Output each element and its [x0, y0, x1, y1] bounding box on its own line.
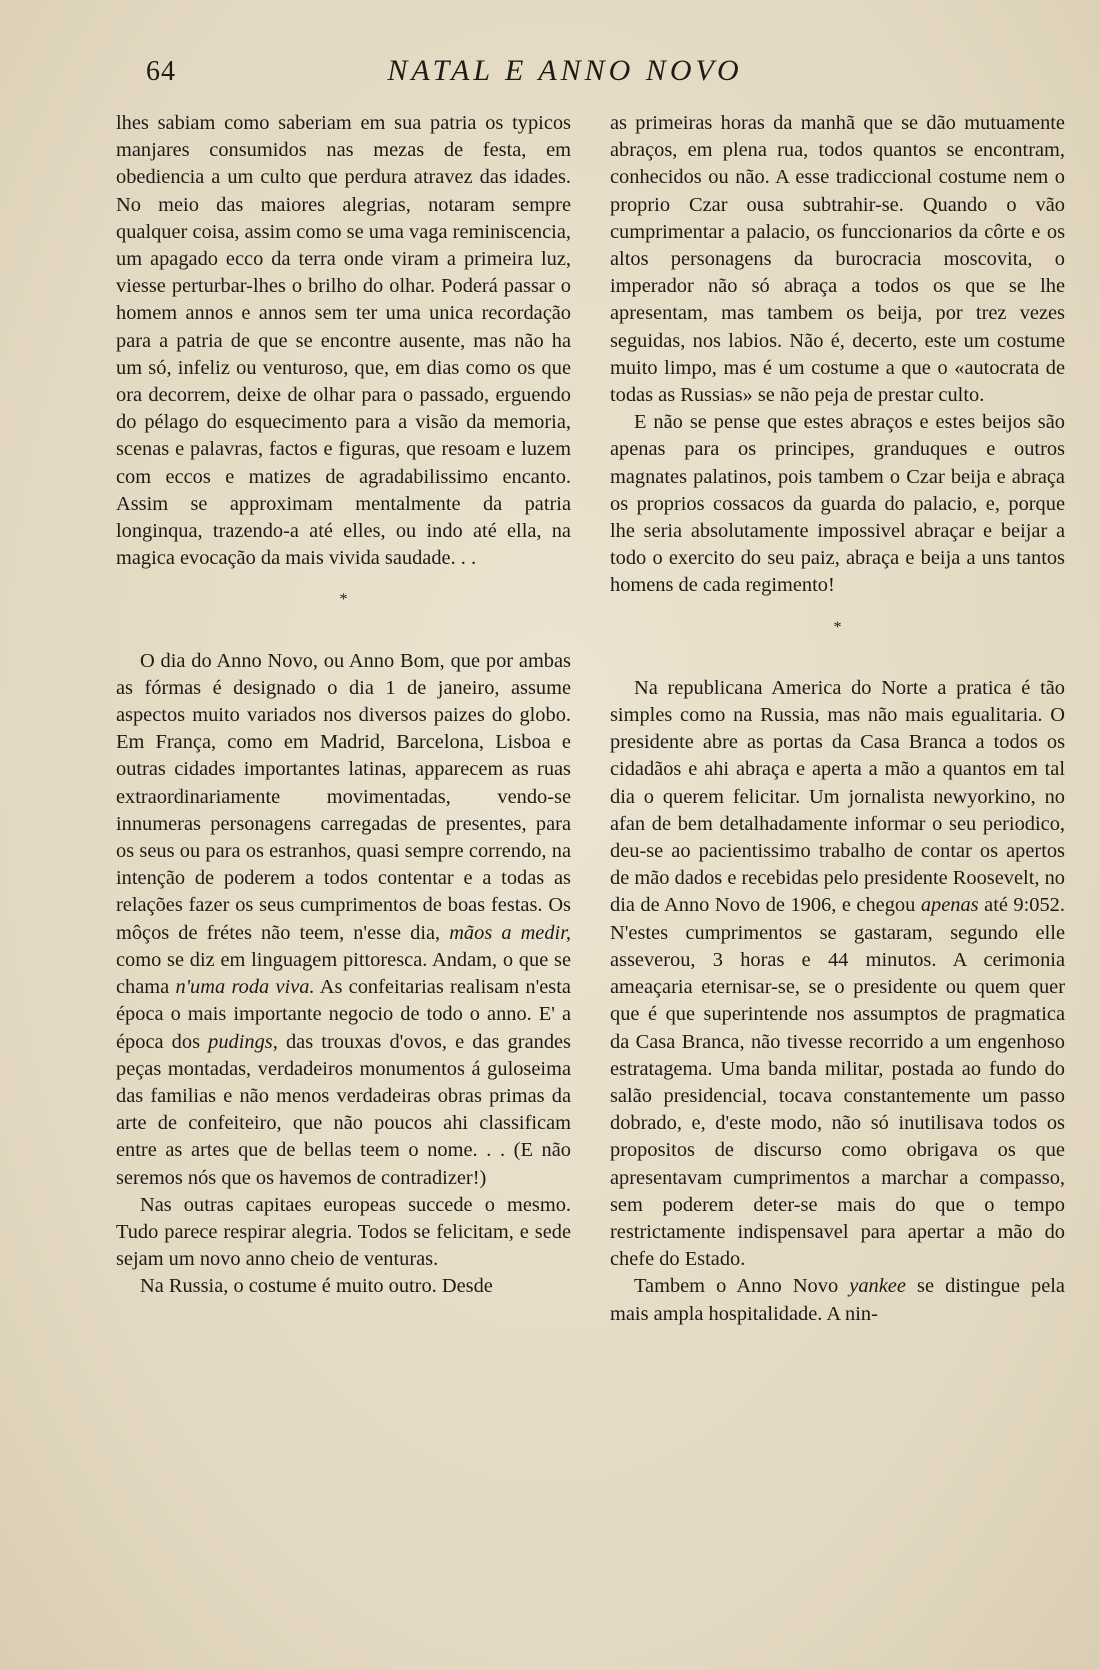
- text-run: até 9:052. N'estes cumprimentos se gastaram, segundo elle asseverou, 3 horas e 44 minutos. A cerimonia ameaçaria eternisar-se, se o presidente ou quem quer que é que superintende nos assumptos de pragmatica da Casa Branca, não tivesse recorrido a um engenhoso estratagema. Uma banda militar, postada ao fundo do salão presidencial, tocava constantemente um passo dobrado, e, d'este modo, não só inutilisava todos os propositos de discurso como obrigava os que apresentavam cumprimentos a marchar a compasso, sem poderem deter-se mais do que o tempo restrictamente indispensavel para apertar a mão do chefe do Estado.: [610, 894, 1065, 1271]
- paragraph: [116, 648, 571, 1192]
- section-divider: *: [339, 591, 348, 609]
- text-run: das trouxas d'ovos, e das grandes peças montadas, verdadeiros monumentos á guloseima das familias e não menos verdadeiras obras primas da arte de confeiteiro, que não poucos ahi classificam entre as artes que de bellas teem o nome. . . (E não seremos nós que os havemos de contradizer!): [116, 1030, 571, 1189]
- paragraph: as primeiras horas da manhã que se dão mutuamente abraços, em plena rua, todos quantos se encontram, conhecidos ou não. A esse tradiccional costume nem o proprio Czar ousa subtrahir-se. Quando o vão cumprimentar a palacio, os funccionarios da côrte e os altos personagens da burocracia moscovita, o imperador não só abraça a todos os que se lhe apresentam, mas tambem os beija, por trez vezes seguidas, nos labios. Não é, decerto, este um costume muito limpo, mas é um costume a que o «autocrata de todas as Russias» se não peja de prestar culto.: [610, 112, 1065, 407]
- text-run: O dia do Anno Novo, ou Anno Bom, que por ambas as fórmas é designado o dia 1 de janeiro, assume aspectos muito variados nos diversos paizes do globo. Em França, como em Madrid, Barcelona, Lisboa e outras cidades importantes latinas, apparecem as ruas extraordinariamente movimentadas, vendo-se innumeras personagens carregadas de presentes, para os seus ou para os estranhos, quasi sempre correndo, na intenção de poderem a todos contentar e a todas as relações fazer os seus cumprimentos de boas festas. Os môços de frétes não teem, n'esse dia,: [116, 649, 571, 944]
- running-head: NATAL E ANNO NOVO: [387, 54, 743, 87]
- paragraph: Na Russia, o costume é muito outro. Desde: [140, 1275, 493, 1298]
- paragraph: lhes sabiam como saberiam em sua patria os typicos manjares consumidos nas mezas de festa, em obediencia a um culto que perdura atravez das idades. No meio das maiores alegrias, notaram sempre qualquer coisa, assim como se uma vaga reminiscencia, um apagado ecco da terra onde viram a primeira luz, viesse perturbar-lhes o brilho do olhar. Poderá passar o homem annos e annos sem ter uma unica recordação para a patria de que se encontre ausente, mas não ha um só, infeliz ou venturoso, que, em dias como os que ora decorrem, deixe de olhar para o passado, erguendo do pélago do esquecimento para a visão da memoria, scenas e palavras, factos e figuras, que resoam e luzem com eccos e matizes de agradabilissimo encanto. Assim se approximam mentalmente da patria longinqua, trazendo-a até elles, ou indo até ella, na magica evocação da mais vivida saudade. . .: [116, 112, 571, 570]
- paragraph: [610, 1273, 1065, 1327]
- text-run: Tambem o Anno Novo: [634, 1275, 839, 1298]
- text-run: As confeitarias realisam n'esta época o mais importante negocio de todo o anno. E' a época dos: [116, 976, 571, 1053]
- text-run: Na republicana America do Norte a pratica é tão simples como na Russia, mas não mais egualitaria. O presidente abre as portas da Casa Branca a todos os cidadãos e ahi abraça e aperta a mão a quantos em tal dia o querem felicitar. Um jornalista newyorkino, no afan de bem detalhadamente informar o seu periodico, deu-se ao pacientissimo trabalho de contar os apertos de mão dados e recebidas pelo presidente Roosevelt, no dia de Anno Novo de 1906, e chegou: [610, 676, 1065, 917]
- page-number: 64: [146, 56, 176, 87]
- text-run: como se diz em linguagem pittoresca. Andam, o que se chama: [116, 948, 571, 999]
- paragraph: Nas outras capitaes europeas succede o mesmo. Tudo parece respirar alegria. Todos se felicitam, e sede sejam um novo anno cheio de venturas.: [116, 1193, 571, 1271]
- left-column: [116, 110, 571, 1301]
- italic-text: pudings,: [208, 1030, 278, 1053]
- italic-text: yankee: [849, 1275, 906, 1298]
- section-divider: *: [833, 618, 842, 636]
- italic-text: n'uma roda viva.: [175, 976, 315, 999]
- italic-text: apenas: [920, 894, 979, 917]
- paragraph: [610, 675, 1065, 1273]
- italic-text: mãos a medir,: [449, 921, 571, 944]
- text-run: se distingue pela mais ampla hospitalidade. A nin-: [610, 1275, 1065, 1325]
- paragraph: E não se pense que estes abraços e estes beijos são apenas para os principes, granduques e outros magnates palatinos, pois tambem o Czar beija e abraça os proprios cossacos da guarda do palacio, e, porque lhe seria absolutamente impossivel abraçar e beijar a todo o exercito do seu paiz, abraça e beija a uns tantos homens de cada regimento!: [610, 411, 1065, 597]
- right-column: [610, 110, 1065, 1328]
